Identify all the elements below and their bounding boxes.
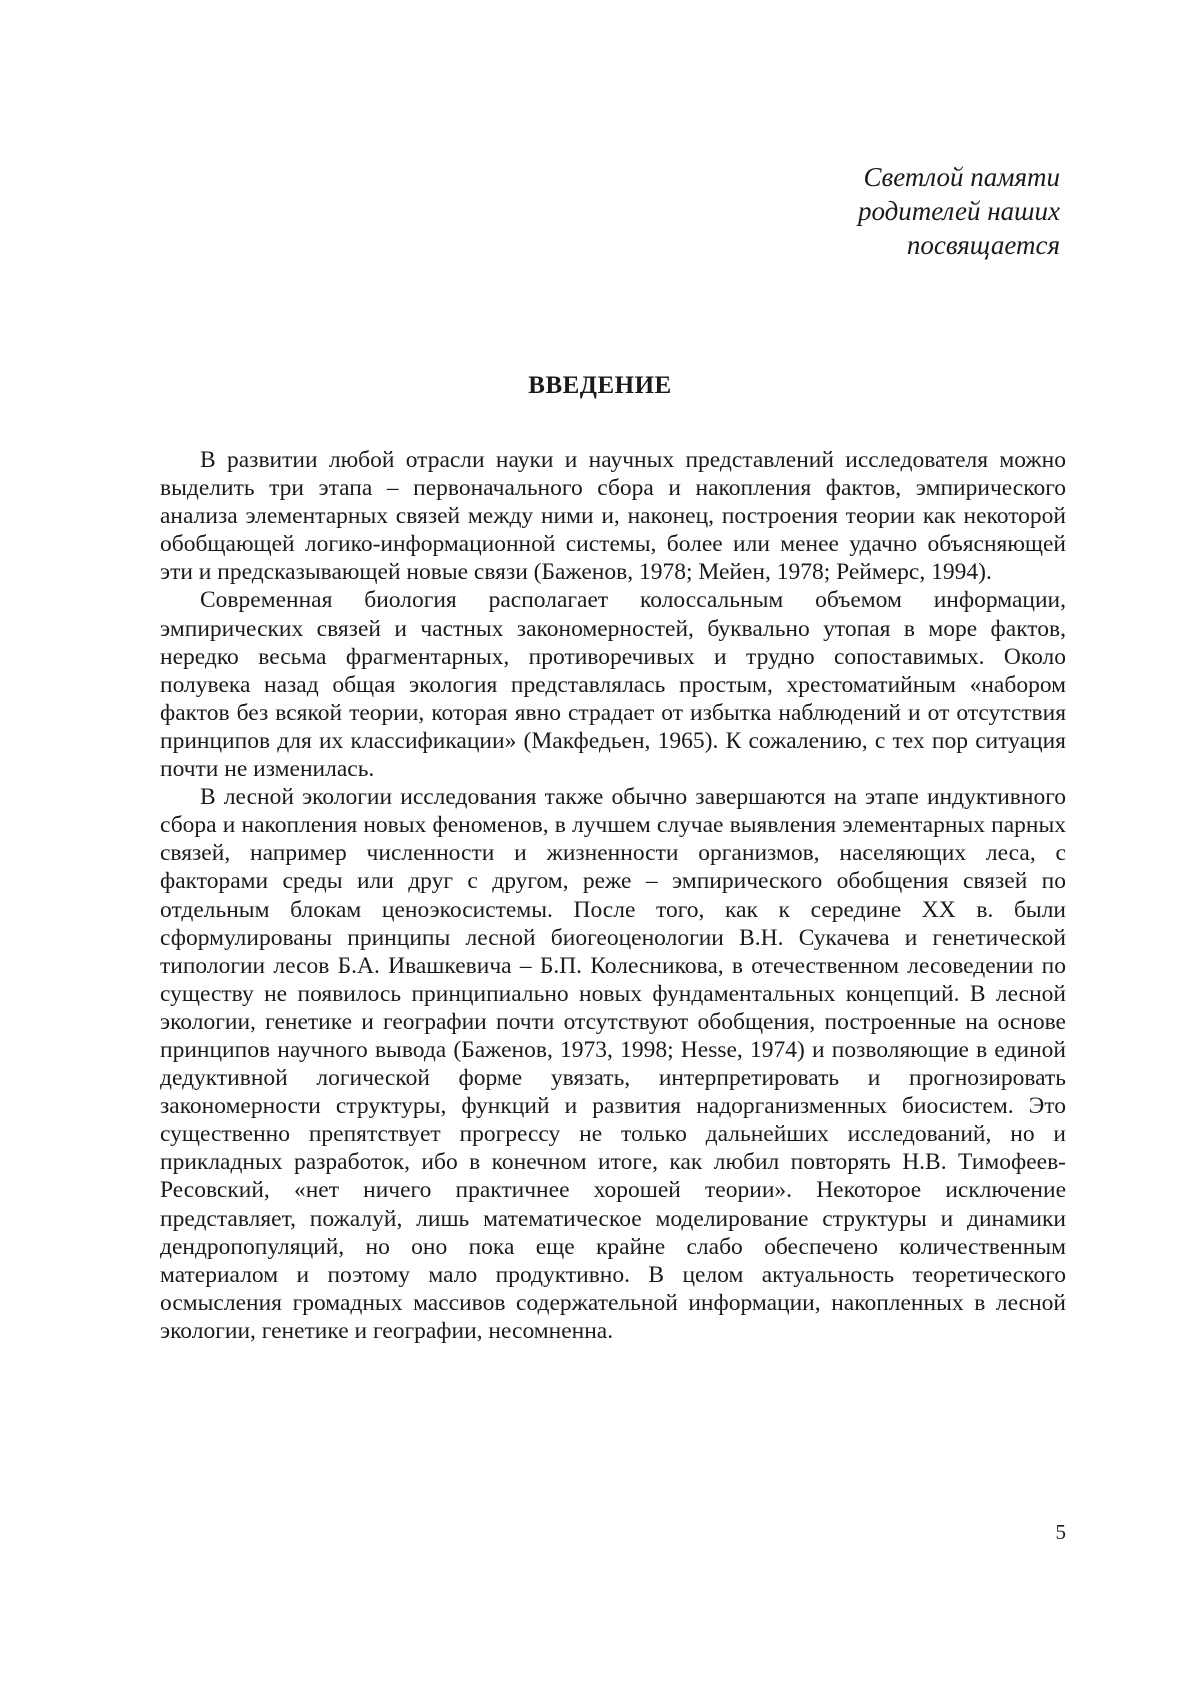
epigraph-dedication	[660, 160, 1060, 262]
epigraph-line: родителей наших	[857, 196, 1060, 226]
paragraph: В развитии любой отрасли науки и научных представлений исследователя можно выделить три этапа – первоначального сбора и накопления фактов, эмпирического анализа элементарных связей между ними и, наконец, построения теории как некоторой обобщающей логико-информационной системы, более или менее удачно объясняющей эти и предсказывающей новые связи (Баженов, 1978; Мейен, 1978; Реймерс, 1994).	[160, 447, 1066, 586]
paragraph: В лесной экологии исследования также обычно завершаются на этапе индуктивного сбора и накопления новых феноменов, в лучшем случае выявления элементарных парных связей, например численности и жизненности организмов, населяющих леса, с факторами среды или друг с другом, реже – эмпирического обобщения связей по отдельным блокам ценоэкосистемы. После того, как к середине XX в. были сформулированы принципы лесной биогеоценологии В.Н. Сукачева и генетической типологии лесов Б.А. Ивашкевича – Б.П. Колесникова, в отечественном лесоведении по существу не появилось принципиально новых фундаментальных концепций. В лесной экологии, генетике и географии почти отсутствуют обобщения, построенные на основе принципов научного вывода (Баженов, 1973, 1998; Hesse, 1974) и позволяющие в единой дедуктивной логической форме увязать, интерпретировать и прогнозировать закономерности структуры, функций и развития надорганизменных биосистем. Это существенно препятствует прогрессу не только дальнейших исследований, но и прикладных разработок, ибо в конечном итоге, как любил повторять Н.В. Тимофеев-Ресовский, «нет ничего практичнее хорошей теории». Некоторое исключение представляет, пожалуй, лишь математическое моделирование структуры и динамики дендропопуляций, но оно пока еще крайне слабо обеспечено количественным материалом и поэтому мало продуктивно. В целом актуальность теоретического осмысления громадных массивов содержательной информации, накопленных в лесной экологии, генетике и географии, несомненна.	[160, 784, 1066, 1344]
paragraph: Современная биология располагает колоссальным объемом информации, эмпирических связей и частных закономерностей, буквально утопая в море фактов, нередко весьма фрагментарных, противоречивых и трудно сопоставимых. Около полувека назад общая экология представлялась простым, хрестоматийным «набором фактов без всякой теории, которая явно страдает от избытка наблюдений и от отсутствия принципов для их классификации» (Макфедьен, 1965). К сожалению, с тех пор ситуация почти не изменилась.	[160, 587, 1066, 783]
page-number: 5	[1055, 1520, 1066, 1544]
section-heading: ВВЕДЕНИЕ	[528, 372, 672, 399]
epigraph-line: Светлой памяти	[863, 162, 1060, 192]
body-text	[160, 446, 1066, 1345]
epigraph-line: посвящается	[906, 230, 1060, 260]
